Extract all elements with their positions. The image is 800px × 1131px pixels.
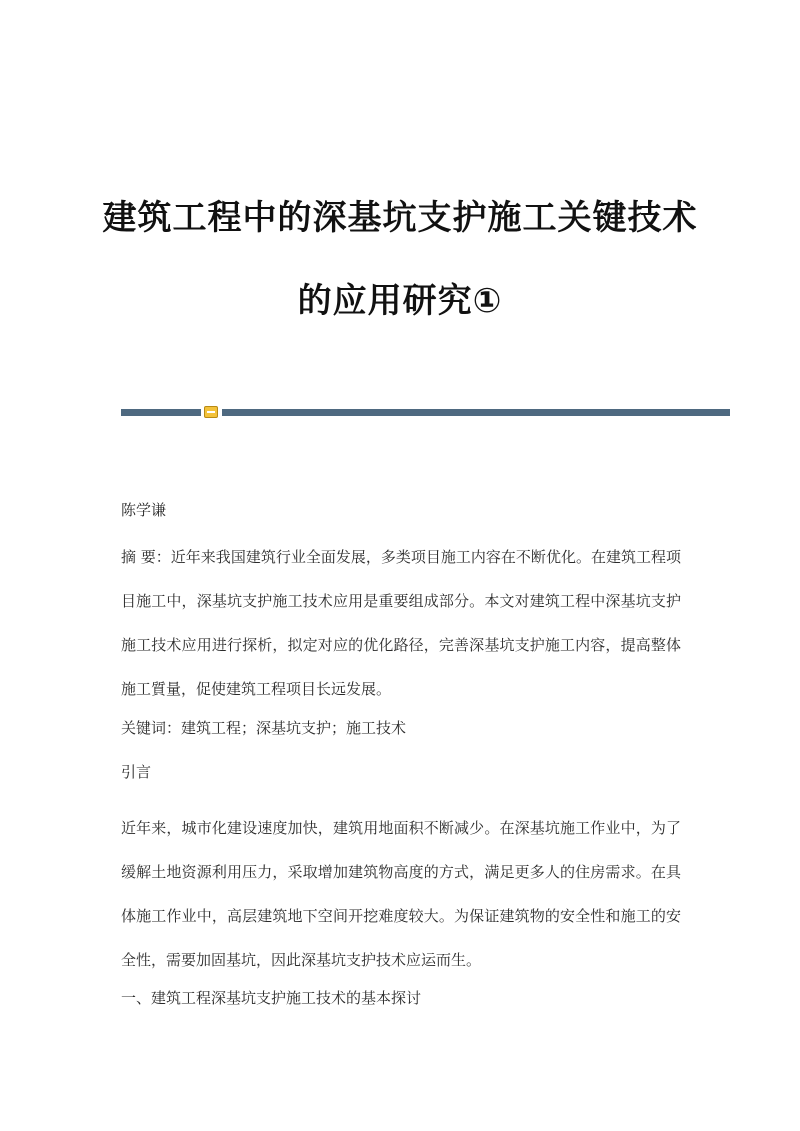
title-divider-right <box>222 409 730 416</box>
envelope-icon <box>204 406 218 418</box>
section-1-heading: 一、建筑工程深基坑支护施工技术的基本探讨 <box>121 989 422 1007</box>
intro-heading: 引言 <box>121 763 152 781</box>
title-divider-left <box>121 409 201 416</box>
author-name: 陈学谦 <box>121 501 167 519</box>
keywords-line: 关键词：建筑工程；深基坑支护；施工技术 <box>121 719 407 737</box>
intro-paragraph: 近年来，城市化建设速度加快，建筑用地面积不断减少。在深基坑施工作业中，为了缓解土地资源利用压力，采取增加建筑物高度的方式，满足更多人的住房需求。在具体施工作业中，高层建筑地下空间开挖难度较大。为保证建筑物的安全性和施工的安全性，需要加固基坑，因此深基坑支护技术应运而生。 <box>121 819 681 969</box>
abstract-paragraph: 摘 要：近年来我国建筑行业全面发展，多类项目施工内容在不断优化。在建筑工程项目施工中，深基坑支护施工技术应用是重要组成部分。本文对建筑工程中深基坑支护施工技术应用进行探析，拟定对应的优化路径，完善深基坑支护施工内容，提高整体施工質量，促使建筑工程项目长远发展。 <box>121 548 681 698</box>
document-title-line-2: 的应用研究① <box>297 281 503 321</box>
document-title-line-1: 建筑工程中的深基坑支护施工关键技术 <box>102 198 698 238</box>
